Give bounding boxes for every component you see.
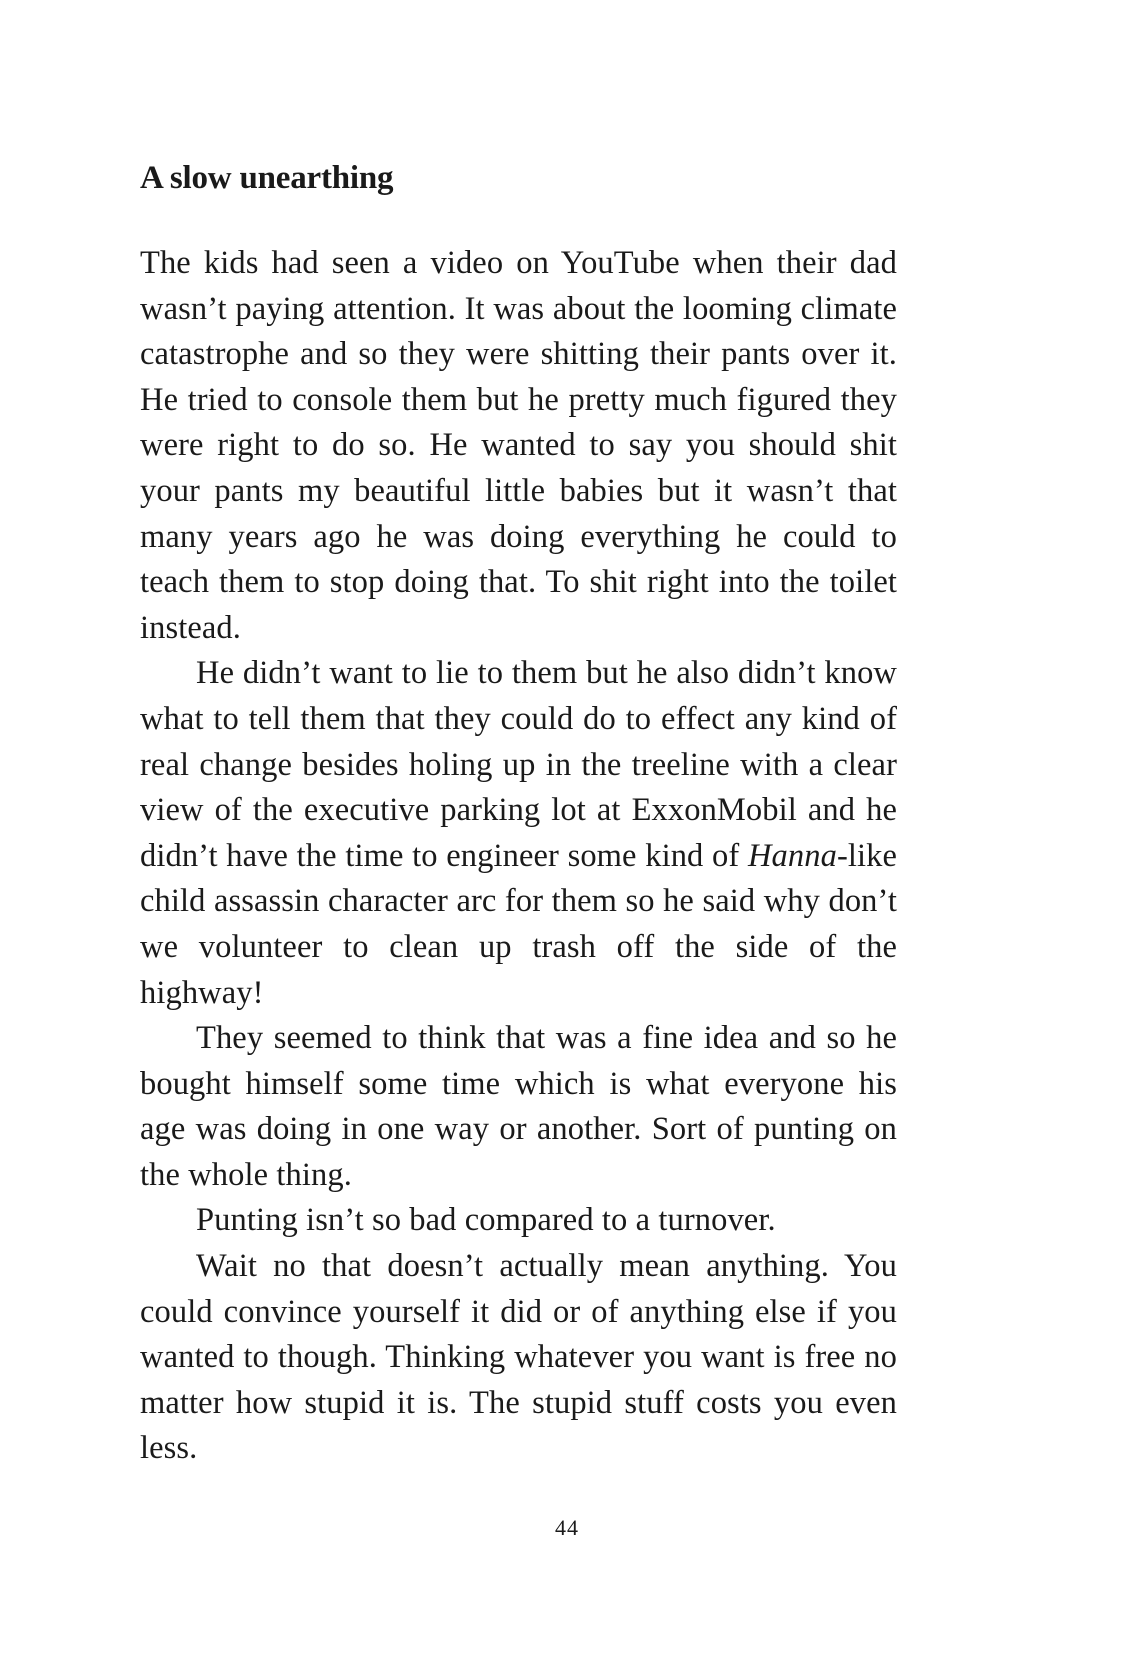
- body-text: [140, 241, 897, 1472]
- page-number: 44: [555, 1515, 579, 1540]
- section-heading: A slow unearthing: [140, 160, 394, 196]
- paragraph-2: [140, 651, 897, 1016]
- paragraph-2-text-end: -like child assassin character arc for them so he said why don’t we volunteer to clean up trash off the side of the highway!: [140, 837, 897, 1011]
- paragraph-1: [140, 241, 897, 651]
- paragraph-4: [140, 1198, 897, 1244]
- paragraph-4-text: Punting isn’t so bad compared to a turnover.: [196, 1202, 776, 1239]
- paragraph-5: [140, 1244, 897, 1472]
- paragraph-3: [140, 1016, 897, 1198]
- paragraph-2-text-start: He didn’t want to lie to them but he also didn’t know what to tell them that they could do to effect any kind of real change besides holing up in the treeline with a clear view of the executive parking lot at ExxonMobil and he didn’t have the time to engineer some kind of: [140, 655, 897, 874]
- paragraph-1-text: The kids had seen a video on YouTube when their dad wasn’t paying attention. It was about the looming climate catastrophe and so they were shitting their pants over it. He tried to console them but he pretty much figured they were right to do so. He wanted to say you should shit your pants my beautiful little babies but it wasn’t that many years ago he was doing everything he could to teach them to stop doing that. To shit right into the toilet instead.: [140, 245, 897, 646]
- paragraph-3-text: They seemed to think that was a fine idea and so he bought himself some time which is what everyone his age was doing in one way or another. Sort of punting on the whole thing.: [140, 1020, 897, 1193]
- paragraph-5-text: Wait no that doesn’t actually mean anything. You could convince yourself it did or of anything else if you wanted to though. Thinking whatever you want is free no matter how stupid it is. The stupid stuff costs you even less.: [140, 1248, 897, 1467]
- film-title-italic: Hanna: [747, 837, 837, 874]
